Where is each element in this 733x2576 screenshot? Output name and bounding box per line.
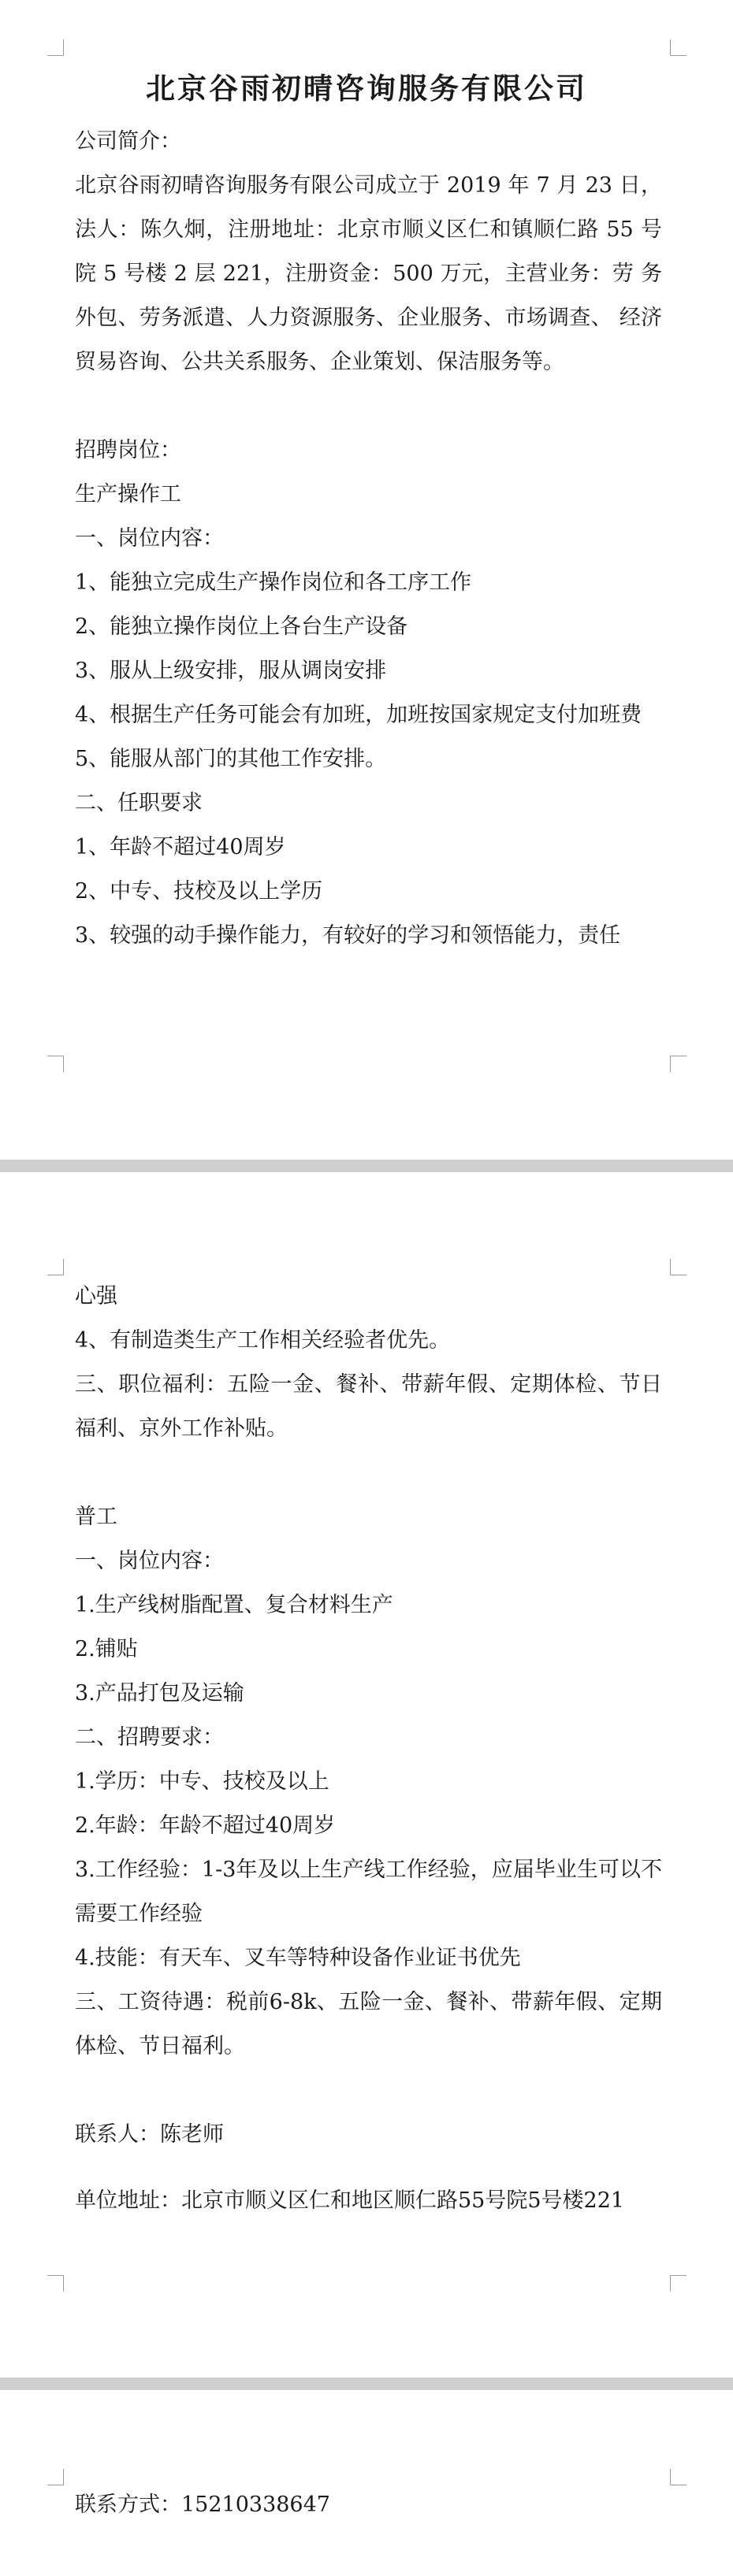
- margin-mark-bottom-left: [47, 1056, 64, 1072]
- job1-content-item: 5、能服从部门的其他工作安排。: [75, 747, 387, 771]
- job2-name: 普工: [75, 1505, 117, 1529]
- job1-req-item: 3、较强的动手操作能力，有较好的学习和领悟能力，责任: [75, 923, 621, 948]
- margin-mark-bottom-right: [670, 1056, 686, 1072]
- margin-mark-top-right: [670, 2469, 686, 2485]
- job1-req-item: 1、年龄不超过40周岁: [75, 835, 286, 859]
- margin-mark-top-left: [47, 39, 64, 56]
- blank-line: [75, 1451, 662, 1495]
- document-title: 北京谷雨初晴咨询服务有限公司: [146, 71, 587, 106]
- contact-person: 联系人：陈老师: [75, 2122, 224, 2147]
- job1-content-item: 4、根据生产任务可能会有加班，加班按国家规定支付加班费: [75, 703, 642, 727]
- margin-mark-bottom-right: [670, 2275, 686, 2292]
- job1-req-item: 4、有制造类生产工作相关经验者优先。: [75, 1328, 451, 1353]
- margin-mark-top-left: [47, 1259, 64, 1275]
- blank-line: [75, 2069, 662, 2113]
- recruit-label: 招聘岗位：: [75, 438, 181, 462]
- job1-content-heading: 一、岗位内容：: [75, 526, 224, 551]
- job1-req-heading: 二、任职要求: [75, 791, 203, 815]
- job2-salary: 三、工资待遇：税前6-8k、五险一金、餐补、带薪年假、定期体检、节日福利。: [75, 1990, 662, 2058]
- document-page-3: [0, 2390, 733, 2576]
- document-page-2: [0, 1172, 733, 2377]
- intro-text: 北京谷雨初晴咨询服务有限公司成立于 2019 年 7 月 23 日， 法人：陈久炯，注册地址：北京市顺义区仁和镇顺仁路 55 号院 5 号楼 2 层 221，注册资金：500 万元，主营业务：劳 务外包、劳务派遣、人力资源服务、企业服务、市场调查、 经济贸易咨询、公共关系服务、企业策划、保洁服务等。: [75, 173, 662, 374]
- job1-content-item: 2、能独立操作岗位上各台生产设备: [75, 614, 408, 639]
- blank-line: [75, 384, 662, 429]
- job2-content-item: 3.产品打包及运输: [75, 1681, 244, 1706]
- job2-req-heading: 二、招聘要求：: [75, 1725, 224, 1750]
- company-address: 单位地址：北京市顺义区仁和地区顺仁路55号院5号楼221: [75, 2188, 625, 2213]
- job2-content-item: 1.生产线树脂配置、复合材料生产: [75, 1593, 393, 1617]
- job1-req-item: 2、中专、技校及以上学历: [75, 879, 323, 904]
- page-1-body: [75, 120, 662, 958]
- page-separator: [0, 1160, 733, 1172]
- job1-benefits: 三、职位福利：五险一金、餐补、带薪年假、定期体检、节日福利、京外工作补贴。: [75, 1372, 662, 1441]
- margin-mark-bottom-left: [47, 2275, 64, 2292]
- margin-mark-top-right: [670, 39, 686, 56]
- job2-content-item: 2.铺贴: [75, 1637, 138, 1661]
- contact-method: 联系方式：15210338647: [75, 2492, 330, 2517]
- intro-label: 公司简介：: [75, 129, 181, 154]
- job2-req-item: 3.工作经验：1-3年及以上生产线工作经验，应届毕业生可以不需要工作经验: [75, 1858, 662, 1926]
- margin-mark-top-right: [670, 1259, 686, 1275]
- job2-req-item: 1.学历：中专、技校及以上: [75, 1769, 329, 1794]
- page-2-body: [75, 1275, 662, 2223]
- margin-mark-top-left: [47, 2469, 64, 2485]
- job2-req-item: 2.年龄：年龄不超过40周岁: [75, 1813, 336, 1838]
- job1-content-item: 1、能独立完成生产操作岗位和各工序工作: [75, 570, 472, 595]
- job2-req-item: 4.技能：有天车、叉车等特种设备作业证书优先: [75, 1946, 521, 1970]
- job1-name: 生产操作工: [75, 482, 181, 507]
- document-page-1: [0, 0, 733, 1160]
- job1-content-item: 3、服从上级安排，服从调岗安排: [75, 659, 387, 683]
- page-separator: [0, 2377, 733, 2390]
- job2-content-heading: 一、岗位内容：: [75, 1549, 224, 1573]
- page-3-body: [75, 2483, 662, 2527]
- blank-gap: [75, 2157, 662, 2179]
- job1-req-item: 心强: [75, 1284, 117, 1308]
